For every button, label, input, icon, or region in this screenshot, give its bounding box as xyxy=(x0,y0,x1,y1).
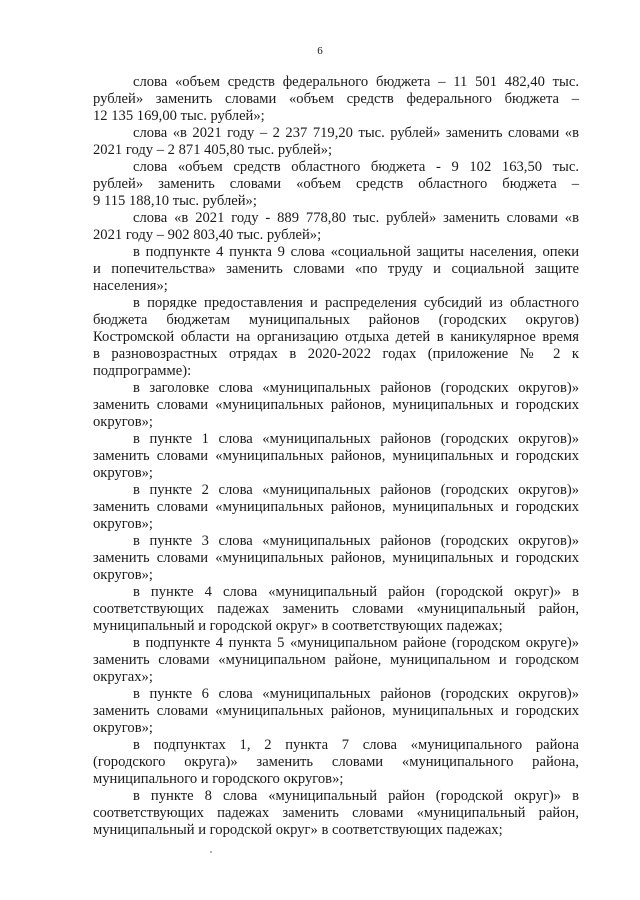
text-line: в пункте 1 слова «муниципальных районов (городских округов)» xyxy=(133,431,579,447)
text-line: муниципального и городского округов»; xyxy=(93,771,344,787)
text-line: округов»; xyxy=(93,465,153,481)
text-line: муниципальный и городской округ» в соответствующих падежах; xyxy=(93,618,503,634)
text-line: округах»; xyxy=(93,669,153,685)
text-line: в пункте 2 слова «муниципальных районов (городских округов)» xyxy=(133,482,579,498)
text-line: 2021 году – 2 871 405,80 тыс. рублей»; xyxy=(93,142,333,158)
text-line: в заголовке слова «муниципальных районов (городских округов)» xyxy=(133,380,579,396)
text-line: заменить словами «муниципальных районов, муниципальных и городских xyxy=(93,550,579,566)
text-line: в разновозрастных отрядах в 2020-2022 годах (приложение № 2 к xyxy=(93,346,579,362)
text-line: заменить словами «муниципальных районов, муниципальных и городских xyxy=(93,499,579,515)
text-line: Костромской области на организацию отдыха детей в каникулярное время xyxy=(93,329,579,345)
text-line: округов»; xyxy=(93,414,153,430)
text-line: соответствующих падежах заменить словами «муниципальный район, xyxy=(93,805,579,821)
text-line: муниципальный и городской округ» в соответствующих падежах; xyxy=(93,822,503,838)
text-line: округов»; xyxy=(93,516,153,532)
text-line: в пункте 4 слова «муниципальный район (городской округ)» в xyxy=(133,584,579,600)
text-line: 9 115 188,10 тыс. рублей»; xyxy=(93,193,257,209)
text-line: (городского округа)» заменить словами «муниципального района, xyxy=(93,754,579,770)
text-line: в подпункте 4 пункта 9 слова «социальной защиты населения, опеки xyxy=(133,244,579,260)
text-line: округов»; xyxy=(93,720,153,736)
text-line: 2021 году – 902 803,40 тыс. рублей»; xyxy=(93,227,322,243)
text-line: слова «в 2021 году – 2 237 719,20 тыс. рублей» заменить словами «в xyxy=(133,125,579,141)
text-line: в пункте 8 слова «муниципальный район (городской округ)» в xyxy=(133,788,579,804)
text-line: соответствующих падежах заменить словами «муниципальный район, xyxy=(93,601,579,617)
text-line: слова «объем средств федерального бюджета – 11 501 482,40 тыс. xyxy=(133,74,579,90)
scan-artifact xyxy=(210,851,212,853)
text-line: в пункте 6 слова «муниципальных районов (городских округов)» xyxy=(133,686,579,702)
text-line: в подпунктах 1, 2 пункта 7 слова «муниципального района xyxy=(133,737,579,753)
text-line: заменить словами «муниципальных районов, муниципальных и городских xyxy=(93,703,579,719)
text-line: в подпункте 4 пункта 5 «муниципальном районе (городском округе)» xyxy=(133,635,579,651)
text-line: подпрограмме): xyxy=(93,363,192,379)
text-line: округов»; xyxy=(93,567,153,583)
text-line: 12 135 169,00 тыс. рублей»; xyxy=(93,108,265,124)
text-line: заменить словами «муниципальных районов, муниципальных и городских xyxy=(93,397,579,413)
text-line: населения»; xyxy=(93,278,168,294)
text-line: в пункте 3 слова «муниципальных районов (городских округов)» xyxy=(133,533,579,549)
text-line: бюджета бюджетам муниципальных районов (городских округов) xyxy=(93,312,579,328)
text-line: заменить словами «муниципальных районов, муниципальных и городских xyxy=(93,448,579,464)
text-line: слова «в 2021 году - 889 778,80 тыс. рублей» заменить словами «в xyxy=(133,210,579,226)
text-line: и попечительства» заменить словами «по труду и социальной защите xyxy=(93,261,579,277)
text-line: заменить словами «муниципальном районе, муниципальном и городском xyxy=(93,652,579,668)
text-line: рублей» заменить словами «объем средств федерального бюджета – xyxy=(93,91,579,107)
text-line: слова «объем средств областного бюджета - 9 102 163,50 тыс. xyxy=(133,159,579,175)
text-line: рублей» заменить словами «объем средств областного бюджета – xyxy=(93,176,579,192)
text-line: в порядке предоставления и распределения субсидий из областного xyxy=(133,295,579,311)
page-number: 6 xyxy=(317,45,323,57)
